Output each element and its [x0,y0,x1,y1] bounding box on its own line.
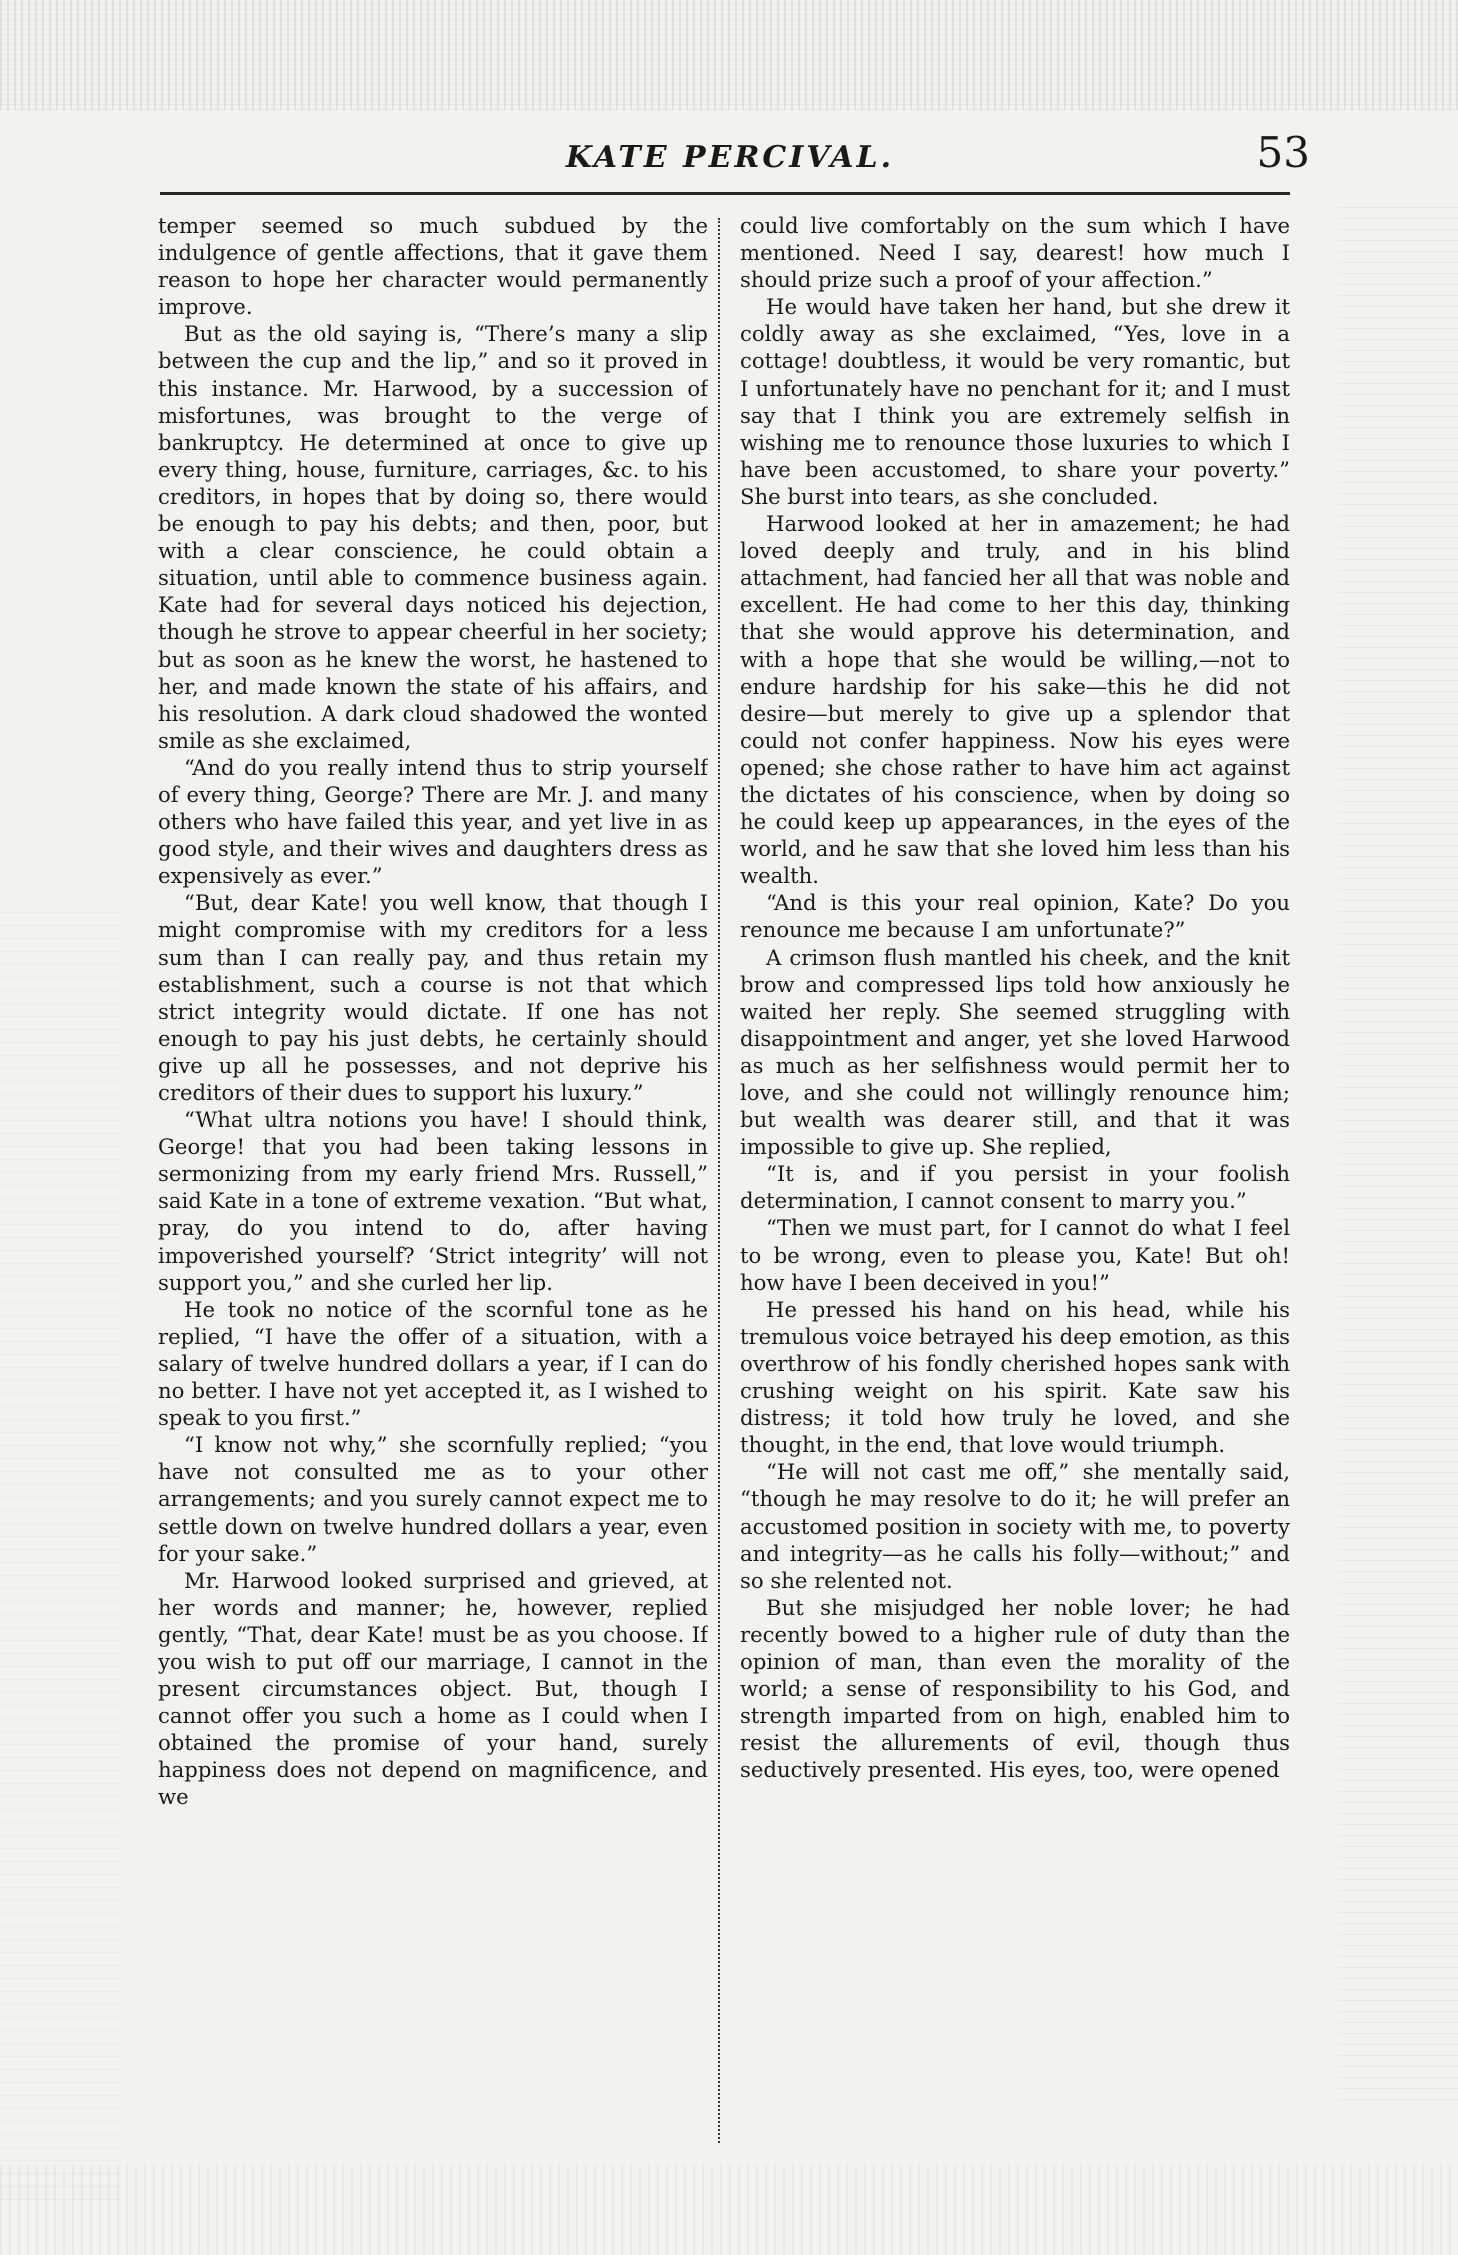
paragraph: “But, dear Kate! you well know, that though I might compromise with my creditors for a less sum than I can really pay, and thus retain my establishment, such a course is not that which strict integrity would dictate. If one has not enough to pay his just debts, he certainly should give up all he possesses, and not deprive his creditors of their dues to support his luxury.” [158,890,708,1105]
scan-noise-left [0,900,120,2200]
column-divider [718,218,720,2143]
paragraph: He would have taken her hand, but she drew it coldly away as she exclaimed, “Yes, love in a cottage! doubtless, it would be very romantic, but I unfortunately have no penchant for it; and I must say that I think you are extremely selfish in wishing me to renounce those luxuries to which I have been accustomed, to share your poverty.” She burst into tears, as she concluded. [740,294,1290,509]
paragraph: “And do you really intend thus to strip yourself of every thing, George? There are Mr. J. and many others who have failed this year, and yet live in as good style, and their wives and daughters dress as expensively as ever.” [158,754,708,889]
paragraph: A crimson flush mantled his cheek, and the knit brow and compressed lips told how anxiously he waited her reply. She seemed struggling with disappointment and anger, yet she loved Harwood as much as her selfishness would permit her to love, and she could not willingly renounce him; but wealth was dearer still, and that it was impossible to give up. She replied, [740,944,1290,1160]
scan-noise-top [0,0,1458,110]
paragraph: He pressed his hand on his head, while his tremulous voice betrayed his deep emotion, as this overthrow of his fondly cherished hopes sank with crushing weight on his spirit. Kate saw his distress; it told how truly he loved, and she thought, in the end, that love would triumph. [740,1296,1290,1458]
paragraph: “And is this your real opinion, Kate? Do you renounce me because I am unfortunate?” [740,890,1290,943]
scan-noise-right [1338,200,1458,2100]
paragraph: Harwood looked at her in amazement; he had loved deeply and truly, and in his blind attachment, had fancied her all that was noble and excellent. He had come to her this day, thinking that she would approve his determination, and with a hope that she would be willing,—not to endure hardship for his sake—this he did not desire—but merely to give up a splendor that could not confer happiness. Now his eyes were opened; she chose rather to have him act against the dictates of his conscience, when by doing so he could keep up appearances, in the eyes of the world, and he saw that she loved him less than his wealth. [740,511,1290,889]
header-rule [160,192,1290,195]
scan-noise-bottom [0,2165,1458,2255]
paragraph: “It is, and if you persist in your foolish determination, I cannot consent to marry you.” [740,1161,1290,1214]
paragraph: “What ultra notions you have! I should think, George! that you had been taking lessons in sermonizing from my early friend Mrs. Russell,” said Kate in a tone of extreme vexation. “But what, pray, do you intend to do, after having impoverished yourself? ‘Strict integrity’ will not support you,” and she curled her lip. [158,1107,708,1295]
running-title: KATE PERCIVAL. [565,140,895,175]
paragraph: “He will not cast me off,” she mentally said, “though he may resolve to do it; he will prefer an accustomed position in society with me, to poverty and integrity—as he calls his folly—without;” and so she relented not. [740,1459,1290,1593]
paragraph: “I know not why,” she scornfully replied; “you have not consulted me as to your other arrangements; and you surely cannot expect me to settle down on twelve hundred dollars a year, even for your sake.” [158,1432,708,1566]
paragraph: temper seemed so much subdued by the indulgence of gentle affections, that it gave them reason to hope her character would permanently improve. [158,213,708,320]
paragraph: could live comfortably on the sum which I have mentioned. Need I say, dearest! how much I should prize such a proof of your affection.” [740,213,1290,293]
page-number: 53 [1256,128,1310,177]
paragraph: Mr. Harwood looked surprised and grieved, at her words and manner; he, however, replied gently, “That, dear Kate! must be as you choose. If you wish to put off our marriage, I cannot in the present circumstances object. But, though I cannot offer you such a home as I could when I obtained the promise of your hand, surely happiness does not depend on magnificence, and we [158,1567,708,1810]
left-column [158,212,708,2172]
paragraph: “Then we must part, for I cannot do what I feel to be wrong, even to please you, Kate! But oh! how have I been deceived in you!” [740,1215,1290,1295]
paragraph: He took no notice of the scornful tone as he replied, “I have the offer of a situation, with a salary of twelve hundred dollars a year, if I can do no better. I have not yet accepted it, as I wished to speak to you first.” [158,1296,708,1431]
right-column [740,212,1290,2172]
paragraph: But as the old saying is, “There’s many a slip between the cup and the lip,” and so it proved in this instance. Mr. Harwood, by a succession of misfortunes, was brought to the verge of bankruptcy. He determined at once to give up every thing, house, furniture, carriages, &c. to his creditors, in hopes that by doing so, there would be enough to pay his debts; and then, poor, but with a clear conscience, he could obtain a situation, until able to commence business again. Kate had for several days noticed his dejection, though he strove to appear cheerful in her society; but as soon as he knew the worst, he hastened to her, and made known the state of his affairs, and his resolution. A dark cloud shadowed the wonted smile as she exclaimed, [158,321,708,753]
paragraph: But she misjudged her noble lover; he had recently bowed to a higher rule of duty than the opinion of man, than even the morality of the world; a sense of responsibility to his God, and strength imparted from on high, enabled him to resist the allurements of evil, though thus seductively presented. His eyes, too, were opened [740,1594,1290,1783]
